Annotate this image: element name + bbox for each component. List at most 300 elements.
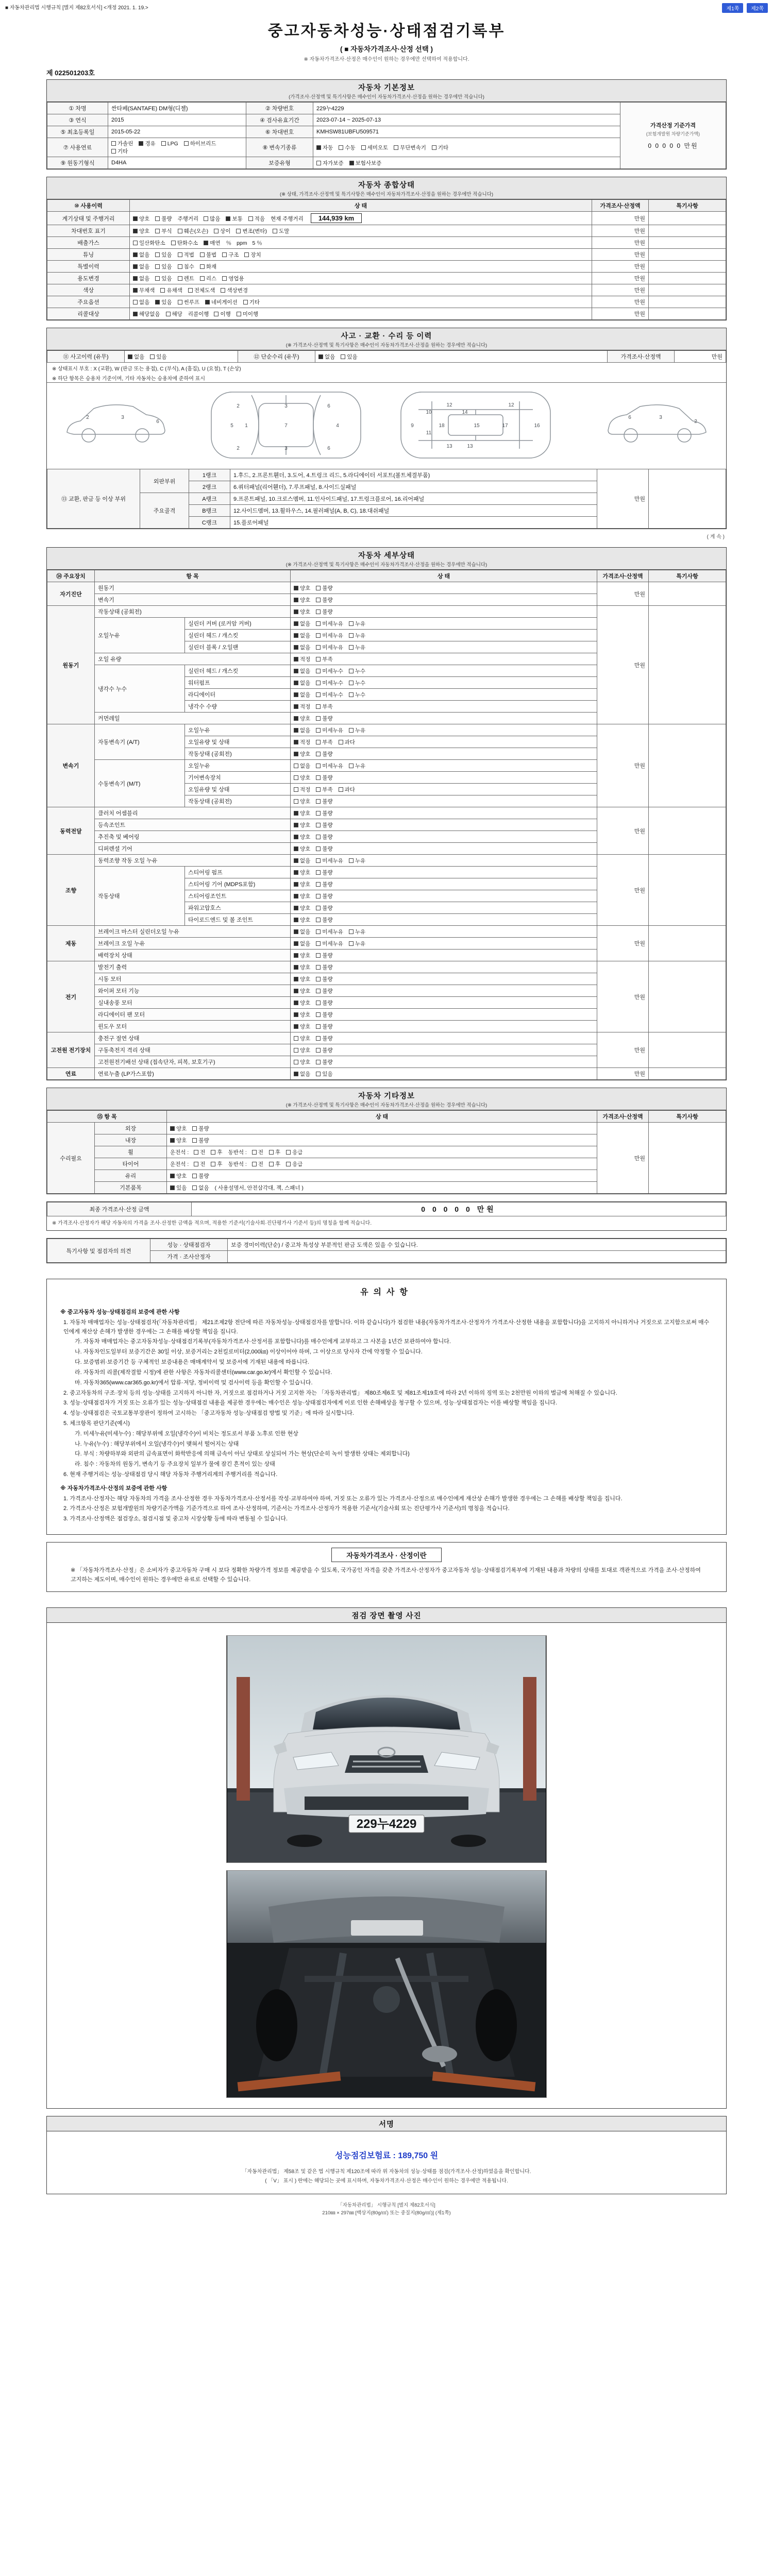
checkbox[interactable] <box>294 1001 298 1005</box>
checkbox[interactable] <box>316 1024 321 1029</box>
option <box>294 786 310 793</box>
checkbox[interactable] <box>111 141 116 146</box>
notice-paragraph: 마. 자동차365(www.car365.go.kr)에서 압류·저당, 정비이력 및 검사이력 등을 확인할 수 있습니다. <box>75 1379 313 1386</box>
checkbox[interactable] <box>133 288 138 293</box>
option-label: 불량 <box>161 216 172 222</box>
checkbox[interactable] <box>178 229 182 233</box>
checkbox[interactable] <box>170 1174 175 1178</box>
checkbox[interactable] <box>316 1012 321 1017</box>
checkbox[interactable] <box>316 145 321 150</box>
checkbox[interactable] <box>160 288 165 293</box>
svg-text:3: 3 <box>284 403 288 409</box>
option <box>188 286 215 294</box>
checkbox[interactable] <box>316 965 321 970</box>
option <box>316 798 332 805</box>
checkbox[interactable] <box>248 216 253 221</box>
option-label: 이행 <box>220 311 231 317</box>
checkbox[interactable] <box>316 823 321 827</box>
checkbox[interactable] <box>294 586 298 590</box>
checkbox[interactable] <box>432 145 436 150</box>
checkbox[interactable] <box>316 906 321 910</box>
option-label: 불량 <box>322 988 333 994</box>
option-label: 양호 <box>300 999 311 1006</box>
checkbox[interactable] <box>294 1048 298 1053</box>
notice-paragraph: 다. 보증범위·보증기간 등 구체적인 보증내용은 매매계약서 및 보증서에 기재된 내용에 따릅니다. <box>75 1359 309 1366</box>
checkbox[interactable] <box>294 977 298 981</box>
option-group <box>194 1149 228 1156</box>
option-label: 장치 <box>250 251 261 258</box>
option-group <box>294 1059 339 1065</box>
section-accident-history <box>46 328 727 529</box>
field-label: 가격조사·산정액 <box>608 351 675 363</box>
checkbox[interactable] <box>155 276 160 281</box>
checkbox[interactable] <box>214 229 219 233</box>
checkbox[interactable] <box>204 216 208 221</box>
checkbox[interactable] <box>349 858 354 863</box>
checkbox[interactable] <box>361 145 366 150</box>
checkbox[interactable] <box>316 846 321 851</box>
checkbox[interactable] <box>161 141 166 146</box>
field-label: ① 차명 <box>47 103 108 114</box>
option-label: 불량 <box>198 1173 209 1179</box>
option-label: 양호 <box>300 988 311 994</box>
option <box>111 140 133 147</box>
checkbox[interactable] <box>192 1174 197 1178</box>
subitem-label: 오일유량 및 상태 <box>185 784 291 795</box>
checkbox[interactable] <box>316 586 321 590</box>
checkbox[interactable] <box>150 354 155 359</box>
item-label: 작동상태 (공회전) <box>95 606 291 618</box>
checkbox[interactable] <box>273 229 277 233</box>
checkbox[interactable] <box>316 692 321 697</box>
checkbox[interactable] <box>200 252 205 257</box>
table-header-row <box>47 200 726 212</box>
svg-text:12: 12 <box>446 402 452 408</box>
state-cell <box>291 606 597 618</box>
checkbox[interactable] <box>252 1150 257 1155</box>
checkbox[interactable] <box>316 752 321 756</box>
checkbox[interactable] <box>316 787 321 792</box>
checkbox[interactable] <box>133 300 138 304</box>
item-label: 충전구 절연 상태 <box>95 1032 291 1044</box>
checkbox[interactable] <box>133 276 138 281</box>
notice-paragraph: 나. 자동차인도일부터 보증기간은 30일 이상, 보증거리는 2천킬로미터(2,000㎞) 이상이어야 하며, 그 이상으로 당사자 간에 약정할 수 있습니다. <box>75 1349 423 1355</box>
checkbox[interactable] <box>294 775 298 780</box>
checkbox[interactable] <box>294 1072 298 1076</box>
option-label: 매연 <box>210 240 221 246</box>
checkbox[interactable] <box>294 645 298 650</box>
checkbox[interactable] <box>178 300 182 304</box>
checkbox[interactable] <box>294 681 298 685</box>
checkbox[interactable] <box>166 312 171 316</box>
svg-text:12: 12 <box>508 402 514 408</box>
checkbox[interactable] <box>204 241 208 245</box>
checkbox[interactable] <box>294 1024 298 1029</box>
option <box>316 821 332 829</box>
checkbox[interactable] <box>155 300 160 304</box>
checkbox[interactable] <box>294 835 298 839</box>
checkbox[interactable] <box>294 870 298 875</box>
checkbox[interactable] <box>286 1162 291 1166</box>
checkbox[interactable] <box>316 870 321 875</box>
table-row <box>47 1032 726 1044</box>
checkbox[interactable] <box>294 740 298 744</box>
option-group <box>294 1071 339 1077</box>
option <box>192 1125 209 1132</box>
checkbox[interactable] <box>339 145 343 150</box>
option-label: 적음 <box>254 216 265 222</box>
table-row <box>47 296 726 308</box>
option <box>294 667 310 675</box>
subitem-label: 타이로드엔드 및 볼 조인트 <box>185 914 291 926</box>
checkbox[interactable] <box>316 621 321 626</box>
checkbox[interactable] <box>349 764 354 768</box>
checkbox[interactable] <box>316 941 321 946</box>
checkbox[interactable] <box>316 1001 321 1005</box>
checkbox[interactable] <box>294 669 298 673</box>
table-row <box>47 926 726 938</box>
page-badge-2[interactable]: 제2쪽 <box>747 3 768 13</box>
checkbox[interactable] <box>294 882 298 887</box>
checkbox[interactable] <box>294 787 298 792</box>
checkbox[interactable] <box>316 598 321 602</box>
field-label: ⑧ 변속기종류 <box>246 138 313 157</box>
checkbox[interactable] <box>294 846 298 851</box>
checkbox[interactable] <box>211 1162 215 1166</box>
option-group <box>178 276 250 282</box>
checkbox[interactable] <box>316 1072 321 1076</box>
checkbox[interactable] <box>316 894 321 899</box>
checkbox[interactable] <box>349 633 354 638</box>
checkbox[interactable] <box>294 657 298 662</box>
option-label: 미세누유 <box>322 857 343 864</box>
option <box>349 762 365 770</box>
checkbox[interactable] <box>316 929 321 934</box>
checkbox[interactable] <box>237 312 241 316</box>
checkbox[interactable] <box>316 953 321 958</box>
item-label: 브레이크 오일 누유 <box>95 938 291 950</box>
checkbox[interactable] <box>349 161 354 165</box>
checkbox[interactable] <box>192 1185 197 1190</box>
rank-name: C랭크 <box>189 517 230 529</box>
svg-text:7: 7 <box>284 423 288 429</box>
document-number: 제 022501203호 <box>46 69 95 77</box>
checkbox[interactable] <box>252 1162 257 1166</box>
option-group <box>294 870 339 876</box>
option-label: 해당없음 <box>139 311 160 317</box>
option-label: 양호 <box>300 774 311 781</box>
checkbox[interactable] <box>294 918 298 922</box>
state-cell <box>130 261 592 273</box>
option <box>316 655 332 663</box>
checkbox[interactable] <box>170 1138 175 1143</box>
checkbox[interactable] <box>214 312 219 316</box>
checkbox[interactable] <box>294 752 298 756</box>
checkbox[interactable] <box>226 216 230 221</box>
checkbox[interactable] <box>178 252 182 257</box>
checkbox[interactable] <box>349 941 354 946</box>
option-group <box>170 1138 215 1144</box>
checkbox[interactable] <box>294 633 298 638</box>
checkbox[interactable] <box>184 141 189 146</box>
checkbox[interactable] <box>155 229 160 233</box>
state-cell <box>291 795 597 807</box>
checkbox[interactable] <box>316 669 321 673</box>
checkbox[interactable] <box>133 252 138 257</box>
segment-text: 리콜이행 <box>188 311 209 317</box>
checkbox[interactable] <box>294 929 298 934</box>
checkbox[interactable] <box>316 918 321 922</box>
checkbox[interactable] <box>244 252 249 257</box>
option <box>316 916 332 924</box>
checkbox[interactable] <box>316 764 321 768</box>
option <box>339 738 355 746</box>
page-badge-1[interactable]: 제1쪽 <box>722 3 743 13</box>
option <box>316 643 343 651</box>
checkbox[interactable] <box>294 716 298 721</box>
option-label: 불량 <box>322 999 333 1006</box>
item-label: 냉각수 누수 <box>95 665 185 713</box>
remark-cell <box>649 1068 726 1080</box>
item-label: 기본품목 <box>95 1182 167 1194</box>
checkbox[interactable] <box>269 1162 274 1166</box>
rank-group-label: 외판부위 <box>140 469 189 493</box>
option-group <box>204 216 271 222</box>
section-header <box>47 80 726 102</box>
checkbox[interactable] <box>316 1036 321 1041</box>
checkbox[interactable] <box>316 609 321 614</box>
checkbox[interactable] <box>294 799 298 804</box>
checkbox[interactable] <box>294 598 298 602</box>
checkbox[interactable] <box>200 264 205 269</box>
checkbox[interactable] <box>394 145 398 150</box>
checkbox[interactable] <box>133 241 138 245</box>
inspection-validity-value: 2023-07-14 ~ 2025-07-13 <box>313 114 620 126</box>
checkbox[interactable] <box>133 312 138 316</box>
checkbox[interactable] <box>294 692 298 697</box>
checkbox[interactable] <box>294 1036 298 1041</box>
checkbox[interactable] <box>194 1162 198 1166</box>
device-label: 고전원 전기장치 <box>47 1032 95 1068</box>
checkbox[interactable] <box>133 229 138 233</box>
price-cell: 만원 <box>597 1068 649 1080</box>
option-label: 양호 <box>300 917 311 923</box>
notice-title: 유의사항 <box>360 1288 413 1297</box>
option <box>155 215 172 223</box>
checkbox[interactable] <box>211 1150 215 1155</box>
option <box>155 275 172 282</box>
option-label: 해당 <box>172 311 182 317</box>
checkbox[interactable] <box>349 728 354 733</box>
checkbox[interactable] <box>294 858 298 863</box>
checkbox[interactable] <box>339 740 343 744</box>
checkbox[interactable] <box>133 264 138 269</box>
checkbox[interactable] <box>316 716 321 721</box>
checkbox[interactable] <box>316 882 321 887</box>
checkbox[interactable] <box>286 1150 291 1155</box>
section-basic-info <box>46 79 727 170</box>
section-signature <box>46 2116 727 2194</box>
checkbox[interactable] <box>294 906 298 910</box>
option <box>133 227 149 235</box>
checkbox[interactable] <box>316 681 321 685</box>
checkbox[interactable] <box>294 704 298 709</box>
checkbox[interactable] <box>170 1185 175 1190</box>
checkbox[interactable] <box>316 161 321 165</box>
notice-paragraph: 라. 자동차의 리콜(제작결함 시정)에 관한 사항은 자동차리콜센터(www.car.go.kr)에서 확인할 수 있습니다. <box>75 1369 332 1376</box>
option <box>316 750 332 758</box>
appraiser-remark-text <box>228 1251 726 1263</box>
state-cell <box>291 772 597 784</box>
option <box>316 857 343 865</box>
checkbox[interactable] <box>294 1012 298 1017</box>
state-cell <box>291 890 597 902</box>
checkbox[interactable] <box>128 354 132 359</box>
checkbox[interactable] <box>139 141 143 146</box>
option <box>211 1160 222 1168</box>
checkbox[interactable] <box>316 645 321 650</box>
option <box>178 263 194 270</box>
checkbox[interactable] <box>294 728 298 733</box>
state-cell <box>291 736 597 748</box>
checkbox[interactable] <box>188 288 193 293</box>
option-label: 상이 <box>220 228 231 234</box>
rank-parts: 15.플로어패널 <box>230 517 597 529</box>
checkbox[interactable] <box>316 1048 321 1053</box>
option-group <box>294 656 339 663</box>
checkbox[interactable] <box>318 354 323 359</box>
option-label: 불량 <box>322 869 333 876</box>
checkbox[interactable] <box>316 989 321 993</box>
checkbox[interactable] <box>294 1060 298 1064</box>
checkbox[interactable] <box>294 941 298 946</box>
checkbox[interactable] <box>341 354 345 359</box>
checkbox[interactable] <box>178 264 182 269</box>
checkbox[interactable] <box>294 894 298 899</box>
checkbox[interactable] <box>236 229 241 233</box>
remark-cell <box>649 961 726 1032</box>
checkbox[interactable] <box>294 953 298 958</box>
option <box>294 738 310 746</box>
option <box>155 227 172 235</box>
checkbox[interactable] <box>155 216 160 221</box>
option <box>361 144 389 151</box>
checkbox[interactable] <box>294 965 298 970</box>
item-label: 유리 <box>95 1170 167 1182</box>
checkbox[interactable] <box>316 977 321 981</box>
option-label: 적정 <box>300 656 311 663</box>
option-label: 누유 <box>355 940 366 947</box>
checkbox[interactable] <box>205 300 210 304</box>
section-note: (가격조사·산정액 및 특기사항은 매수인이 자동차가격조사·산정을 원하는 경우에만 적습니다) <box>289 94 484 100</box>
checkbox[interactable] <box>200 276 205 281</box>
notice-paragraph: ※ 중고자동차 성능·상태점검의 보증에 관한 사항 <box>60 1309 180 1315</box>
checkbox[interactable] <box>269 1150 274 1155</box>
option <box>248 215 265 223</box>
checkbox[interactable] <box>349 645 354 650</box>
checkbox[interactable] <box>316 858 321 863</box>
checkbox[interactable] <box>294 989 298 993</box>
remark-cell <box>649 807 726 855</box>
car-diagram-area <box>47 382 726 469</box>
option <box>294 963 310 971</box>
option <box>214 227 230 235</box>
option <box>316 892 332 900</box>
svg-text:2: 2 <box>694 419 697 425</box>
checkbox[interactable] <box>243 300 248 304</box>
checkbox[interactable] <box>221 288 225 293</box>
option-group <box>133 240 226 246</box>
checkbox[interactable] <box>349 669 354 673</box>
checkbox[interactable] <box>349 621 354 626</box>
checkbox[interactable] <box>294 609 298 614</box>
checkbox[interactable] <box>222 252 227 257</box>
state-cell <box>291 1032 597 1044</box>
option-group <box>294 799 339 805</box>
item-label: 구동축전지 격리 상태 <box>95 1044 291 1056</box>
checkbox[interactable] <box>316 728 321 733</box>
option-label: 불량 <box>322 845 333 852</box>
remark-cell <box>649 926 726 961</box>
checkbox[interactable] <box>316 657 321 662</box>
checkbox[interactable] <box>349 692 354 697</box>
option-label: 불량 <box>322 1035 333 1042</box>
checkbox[interactable] <box>111 149 116 154</box>
table-row <box>47 807 726 819</box>
option <box>318 353 335 361</box>
checkbox[interactable] <box>316 740 321 744</box>
checkbox[interactable] <box>316 633 321 638</box>
notice-paragraph: 2. 가격조사·산정은 보험개발원의 차량기준가액을 기준가격으로 하여 조사·산정하며, 기준서는 가격조사·산정자가 적용한 기준서(기술사회 또는 진단평가사 기준서)의 명칭을 적습니다. <box>63 1505 510 1512</box>
checkbox[interactable] <box>192 1138 197 1143</box>
checkbox[interactable] <box>222 276 227 281</box>
option-label: 양호 <box>300 881 311 888</box>
checkbox[interactable] <box>170 1126 175 1131</box>
page-subnote: ※ 자동차가격조사·산정은 매수인이 원하는 경우에만 선택하여 적용합니다. <box>304 57 469 62</box>
checkbox[interactable] <box>316 1060 321 1064</box>
checkbox[interactable] <box>316 811 321 816</box>
checkbox[interactable] <box>194 1150 198 1155</box>
option <box>349 928 365 936</box>
option-group <box>294 810 339 817</box>
checkbox[interactable] <box>349 681 354 685</box>
checkbox[interactable] <box>171 241 176 245</box>
checkbox[interactable] <box>155 252 160 257</box>
checkbox[interactable] <box>178 276 182 281</box>
checkbox[interactable] <box>155 264 160 269</box>
segment-text: ％ <box>226 240 232 246</box>
overall-status-table <box>47 199 726 320</box>
checkbox[interactable] <box>294 811 298 816</box>
option <box>192 1137 209 1144</box>
subitem-label: 실린더 커버 (로커암 커버) <box>185 618 291 630</box>
checkbox[interactable] <box>316 775 321 780</box>
checkbox[interactable] <box>294 764 298 768</box>
section-overall-status <box>46 177 727 320</box>
field-label: ② 차량번호 <box>246 103 313 114</box>
checkbox[interactable] <box>316 799 321 804</box>
checkbox[interactable] <box>316 835 321 839</box>
checkbox[interactable] <box>133 216 138 221</box>
checkbox[interactable] <box>294 621 298 626</box>
checkbox[interactable] <box>192 1126 197 1131</box>
checkbox[interactable] <box>316 704 321 709</box>
checkbox[interactable] <box>349 929 354 934</box>
item-label: 오일누유 <box>95 618 185 653</box>
checkbox[interactable] <box>294 823 298 827</box>
checkbox[interactable] <box>339 787 343 792</box>
remark-cell <box>649 724 726 807</box>
